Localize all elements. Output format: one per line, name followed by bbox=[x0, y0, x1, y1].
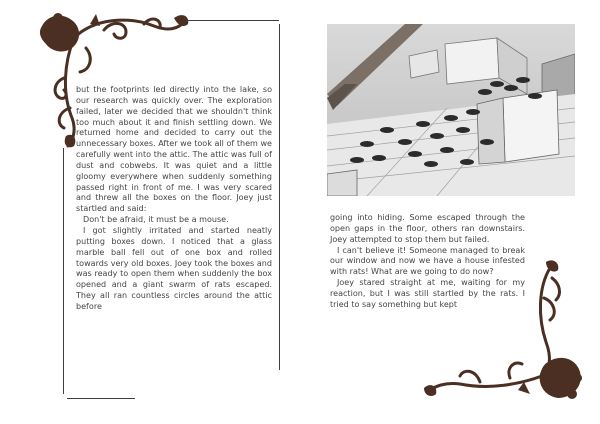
attic-sketch-illustration bbox=[327, 24, 575, 196]
paragraph: Joey stared straight at me, waiting for my reaction, but I was still startled by the rats. I tried to say something but kept bbox=[330, 278, 525, 309]
paragraph: but the footprints led directly into the lake, so our research was quickly over. The exploration failed, later we decided that we shouldn't think too much about it and finish settling down. We returned home and decided to carry out the unnecessary boxes. After we took all of them we carefully went into the attic. The attic was full of dust and cobwebs. It was quiet and a little gloomy everywhere when suddenly something passed right in front of me. I was very scared and threw all the boxes on the floor. Joey just startled and said: bbox=[76, 85, 272, 214]
paragraph: going into hiding. Some escaped through the open gaps in the floor, others ran downstairs. Joey attempted to stop them but failed. bbox=[330, 213, 525, 244]
paragraph: I can't believe it! Someone managed to break our window and now we have a house infested with rats! What are we going to do now? bbox=[330, 245, 525, 277]
corner-flourish-bottom-right-icon bbox=[420, 258, 585, 408]
paragraph: Don't be afraid, it must be a mouse. bbox=[83, 215, 229, 225]
left-vertical-rule bbox=[63, 148, 64, 394]
paragraph: I got slightly irritated and started neatly putting boxes down. I noticed that a glass marble ball fell out of one box and rolled towards very old boxes. Joey took the boxes and was ready to open them when suddenly the box opened and a giant swarm of rats escaped. They all ran countless circles around the attic before bbox=[76, 225, 272, 311]
top-rule bbox=[186, 20, 279, 21]
pencil-sketch-rats-in-attic-image bbox=[327, 24, 575, 196]
bottom-rule bbox=[67, 398, 135, 399]
right-vertical-rule bbox=[279, 24, 280, 370]
left-text-column bbox=[76, 85, 272, 313]
